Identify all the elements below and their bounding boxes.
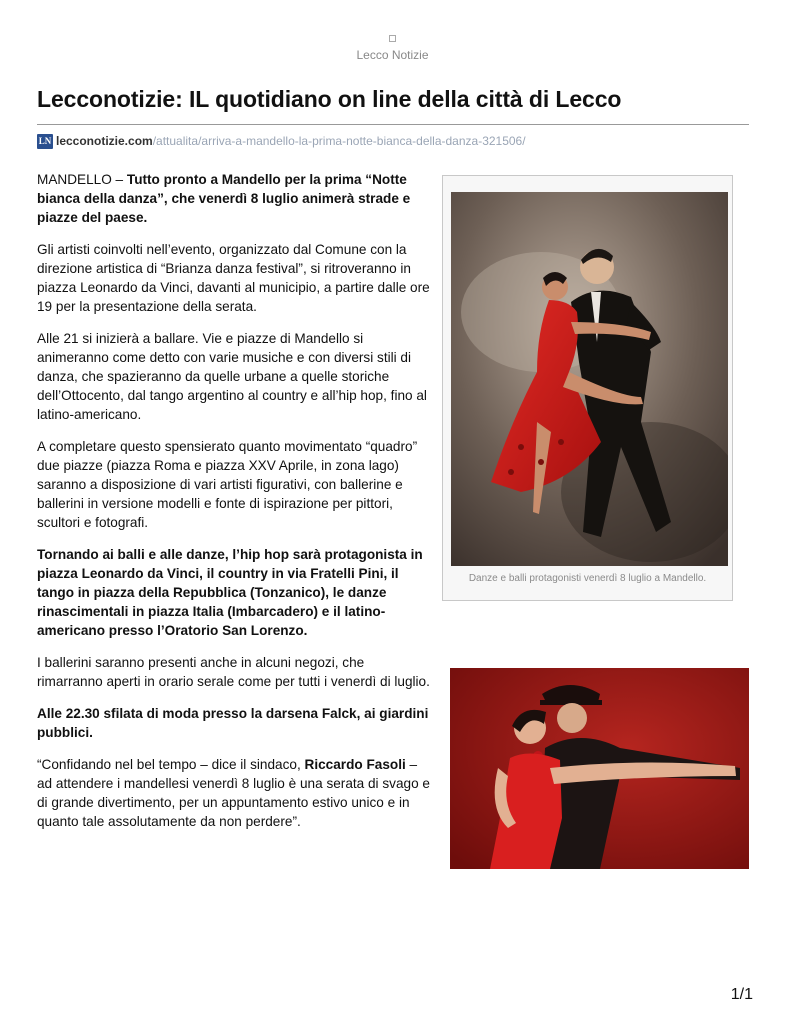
source-domain[interactable]: lecconotizie.com — [56, 134, 153, 148]
source-link[interactable] — [37, 132, 526, 150]
quote-end: – ad attendere i mandellesi venerdì 8 luglio è una serata di svago e di grande divertimento, per un appuntamento estivo unico e in quanto tale assolutamente da non perdere”. — [37, 757, 430, 829]
article-paragraph-2: Gli artisti coinvolti nell’evento, organizzato dal Comune con la direzione artistica di “Brianza danza festival”, si ritroveranno in piazza Leonardo da Vinci, davanti al municipio, a partire dalle ore 19 per la presentazione della serata. — [37, 242, 430, 314]
tango-dancers-photo — [451, 192, 728, 566]
source-path[interactable]: /attualita/arriva-a-mandello-la-prima-notte-bianca-della-danza-321506/ — [152, 134, 526, 148]
article-paragraph-8 — [37, 755, 432, 831]
site-name: Lecco Notizie — [356, 48, 429, 62]
article-paragraph-6: I ballerini saranno presenti anche in alcuni negozi, che rimarranno aperti in orario serale come per tutti i venerdì di luglio. — [37, 655, 430, 689]
tango-couple-photo — [450, 668, 749, 869]
article-paragraph-3: Alle 21 si inizierà a ballare. Vie e piazze di Mandello si animeranno come detto con varie musiche e con diversi stili di danza, che spazieranno da quelle urbane a quelle storiche dell’Ottocento, dal tango argentino al country e all’hip hop, fino al latino-americano. — [37, 331, 427, 422]
article-paragraph-7: Alle 22.30 sfilata di moda presso la darsena Falck, ai giardini pubblici. — [37, 706, 429, 740]
article-paragraph-5: Tornando ai balli e alle danze, l’hip hop sarà protagonista in piazza Leonardo da Vinci, il country in via Fratelli Pini, il tango in piazza della Repubblica (Tonzanico), le danze rinascimentali in piazza Italia (Imbarcadero) e il latino-americano presso l’Oratorio San Lorenzo. — [37, 547, 423, 638]
article-body — [37, 170, 432, 844]
article-lead: Tutto pronto a Mandello per la prima “Notte bianca della danza”, che venerdì 8 luglio animerà strade e piazze del paese. — [37, 172, 411, 225]
figure-caption: Danze e balli protagonisti venerdì 8 luglio a Mandello. — [468, 573, 707, 584]
page-title: Lecconotizie: IL quotidiano on line della città di Lecco — [37, 86, 622, 112]
lecconotizie-logo-icon: LN — [37, 134, 53, 149]
header-icon — [389, 35, 396, 42]
page-number: 1/1 — [730, 986, 753, 1003]
quote-start: “Confidando nel bel tempo – dice il sindaco, — [37, 757, 305, 772]
mayor-name: Riccardo Fasoli — [304, 757, 406, 772]
dateline: MANDELLO – — [37, 172, 127, 187]
article-paragraph-1 — [37, 170, 432, 227]
article-paragraph-4: A completare questo spensierato quanto movimentato “quadro” due piazze (piazza Roma e piazza XXV Aprile, in zona lago) saranno a disposizione di vari artisti figurativi, con ballerine e ballerini in versione modelli e fonte di ispirazione per pittori, scultori e fotografi. — [37, 439, 418, 530]
title-divider — [37, 124, 749, 125]
figure-tango-photo — [442, 175, 733, 601]
